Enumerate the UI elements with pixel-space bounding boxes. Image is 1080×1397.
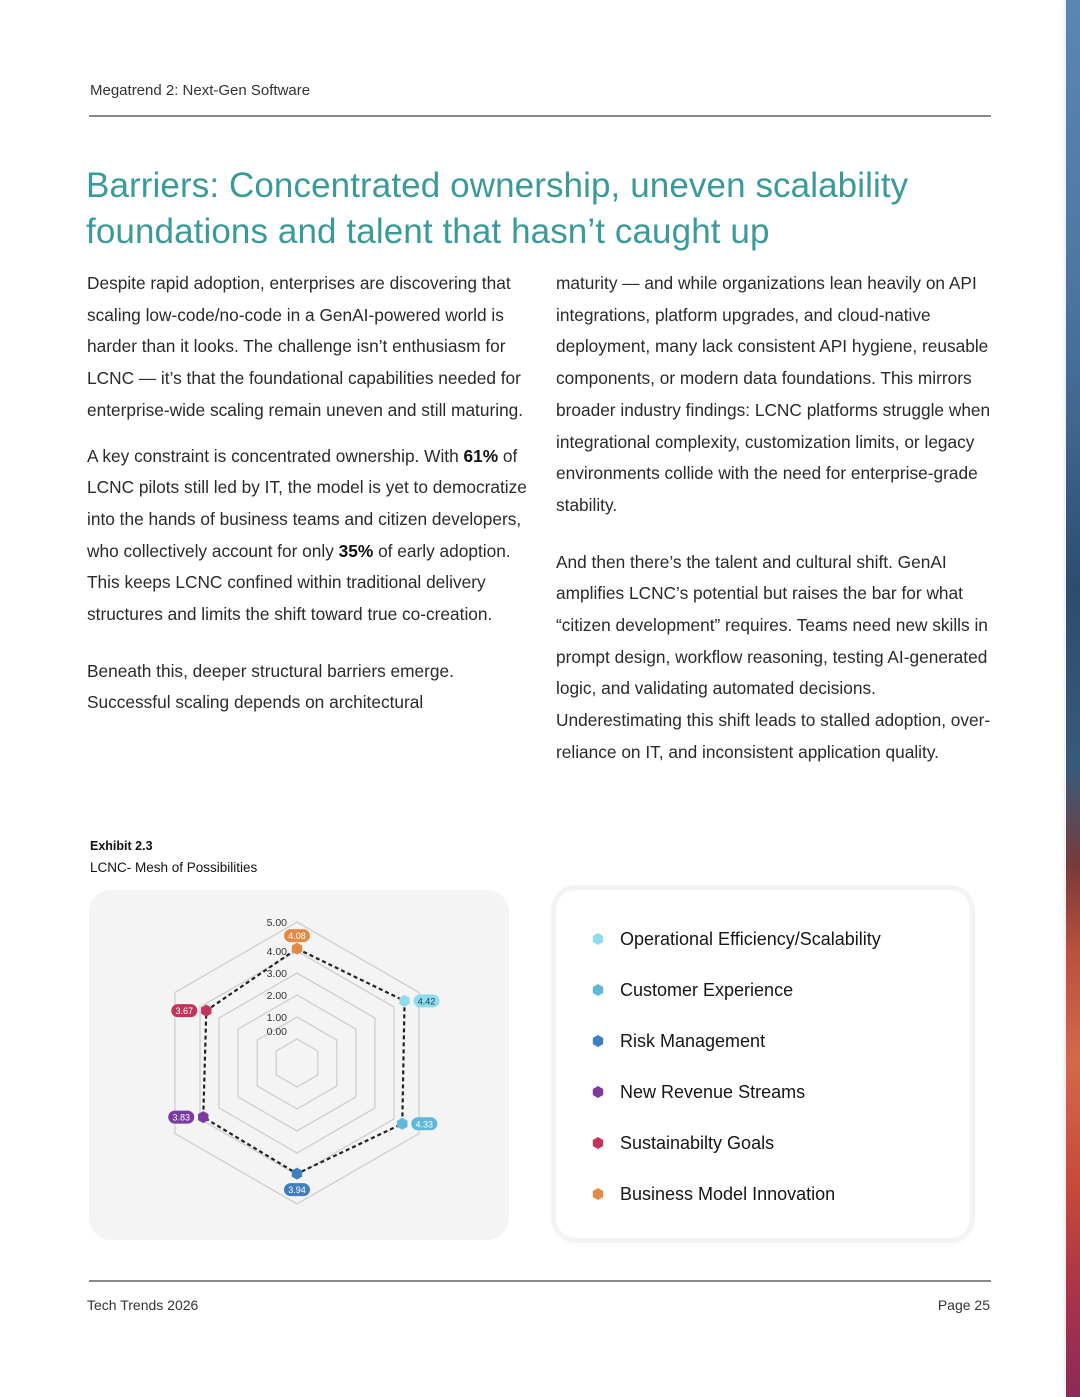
footer-divider — [89, 1280, 991, 1282]
hexagon-marker-icon — [592, 1086, 604, 1098]
legend-label: Risk Management — [620, 1030, 766, 1051]
hexagon-marker-icon — [592, 984, 604, 996]
legend-label: Customer Experience — [620, 979, 794, 1000]
paragraph: And then there’s the talent and cultural shift. GenAI amplifies LCNC’s potential but raises the bar for what “citizen development” requires. Teams need new skills in prompt design, workflow reasoning, testing AI-generated logic, and validating automated decisions. Underestimating this shift leads to stalled adoption, over-reliance on IT, and inconsistent application quality. — [556, 551, 991, 762]
exhibit-title: LCNC- Mesh of Possibilities — [90, 860, 258, 875]
radial-tick-label: 3.00 — [266, 968, 287, 980]
stat-highlight: 35% — [338, 540, 374, 561]
data-point-marker[interactable] — [399, 995, 409, 1007]
grid-ring — [219, 973, 375, 1153]
paragraph: Despite rapid adoption, enterprises are discovering that scaling low-code/no-code in a GenAI-powered world is harder than it looks. The challenge isn’t enthusiasm for LCNC — it’s that the foundational capabilities needed for enterprise-wide scaling remain uneven and still maturing. — [87, 273, 524, 420]
radial-tick-label: 5.00 — [266, 917, 287, 929]
grid-ring — [276, 1039, 318, 1087]
legend-label: Sustainabilty Goals — [620, 1132, 775, 1153]
radial-tick-label: 0.00 — [266, 1026, 287, 1038]
paragraph: A key constraint is concentrated ownership. With 61% of LCNC pilots still led by IT, the model is yet to democratize into the hands of business teams and citizen developers, who collectively account for only 35% of early adoption. This keeps LCNC confined within traditional delivery structures and limits the shift toward true co-creation. — [87, 445, 527, 625]
body-column-right — [556, 268, 996, 769]
radar-chart — [89, 890, 509, 1240]
legend-item[interactable] — [592, 1131, 774, 1155]
exhibit-label: Exhibit 2.3 — [90, 839, 153, 853]
footer-publication: Tech Trends 2026 — [87, 1297, 199, 1313]
grid-ring — [175, 922, 419, 1204]
legend-label: Operational Efficiency/Scalability — [620, 928, 881, 949]
decorative-side-strip — [1066, 0, 1080, 1397]
hexagon-marker-icon — [592, 933, 604, 945]
legend-item[interactable] — [592, 1029, 765, 1053]
radial-tick-label: 2.00 — [266, 990, 287, 1002]
header-divider — [89, 115, 991, 117]
stat-highlight: 61% — [463, 445, 499, 466]
value-label: 4.42 — [417, 996, 436, 1007]
page-title: Barriers: Concentrated ownership, uneven scalability foundations and talent that hasn’t caught up — [86, 166, 909, 251]
body-column-left — [87, 268, 527, 719]
legend-item[interactable] — [592, 978, 793, 1002]
running-head: Megatrend 2: Next-Gen Software — [90, 82, 311, 99]
data-point-marker[interactable] — [397, 1118, 407, 1130]
value-label: 4.33 — [415, 1119, 434, 1130]
page-number: Page 25 — [937, 1297, 990, 1313]
paragraph: Beneath this, deeper structural barriers emerge. Successful scaling depends on architectural — [87, 660, 454, 713]
legend-item[interactable] — [592, 927, 881, 951]
legend-label: New Revenue Streams — [620, 1081, 806, 1102]
grid-ring — [238, 995, 356, 1131]
legend-label: Business Model Innovation — [620, 1183, 836, 1204]
value-label: 3.83 — [172, 1112, 191, 1123]
hexagon-marker-icon — [592, 1035, 604, 1047]
value-label: 3.94 — [288, 1185, 306, 1196]
radial-tick-label: 4.00 — [266, 946, 287, 958]
hexagon-marker-icon — [592, 1188, 604, 1200]
data-point-marker[interactable] — [292, 1168, 302, 1180]
radial-tick-label: 1.00 — [266, 1012, 287, 1024]
data-point-marker[interactable] — [201, 1005, 211, 1017]
hexagon-marker-icon — [592, 1137, 604, 1149]
legend-item[interactable] — [592, 1182, 835, 1206]
legend-card — [556, 890, 970, 1238]
paragraph: maturity — and while organizations lean heavily on API integrations, platform upgrades, and cloud-native deployment, many lack consistent API hygiene, reusable components, or modern data foundations. This mirrors broader industry findings: LCNC platforms struggle when integrational complexity, customization limits, or legacy environments collide with the need for enterprise-grade stability. — [556, 273, 991, 515]
value-label: 3.67 — [175, 1006, 194, 1017]
value-label: 4.08 — [288, 931, 306, 942]
legend-item[interactable] — [592, 1080, 805, 1104]
radar-chart-card — [89, 890, 509, 1240]
